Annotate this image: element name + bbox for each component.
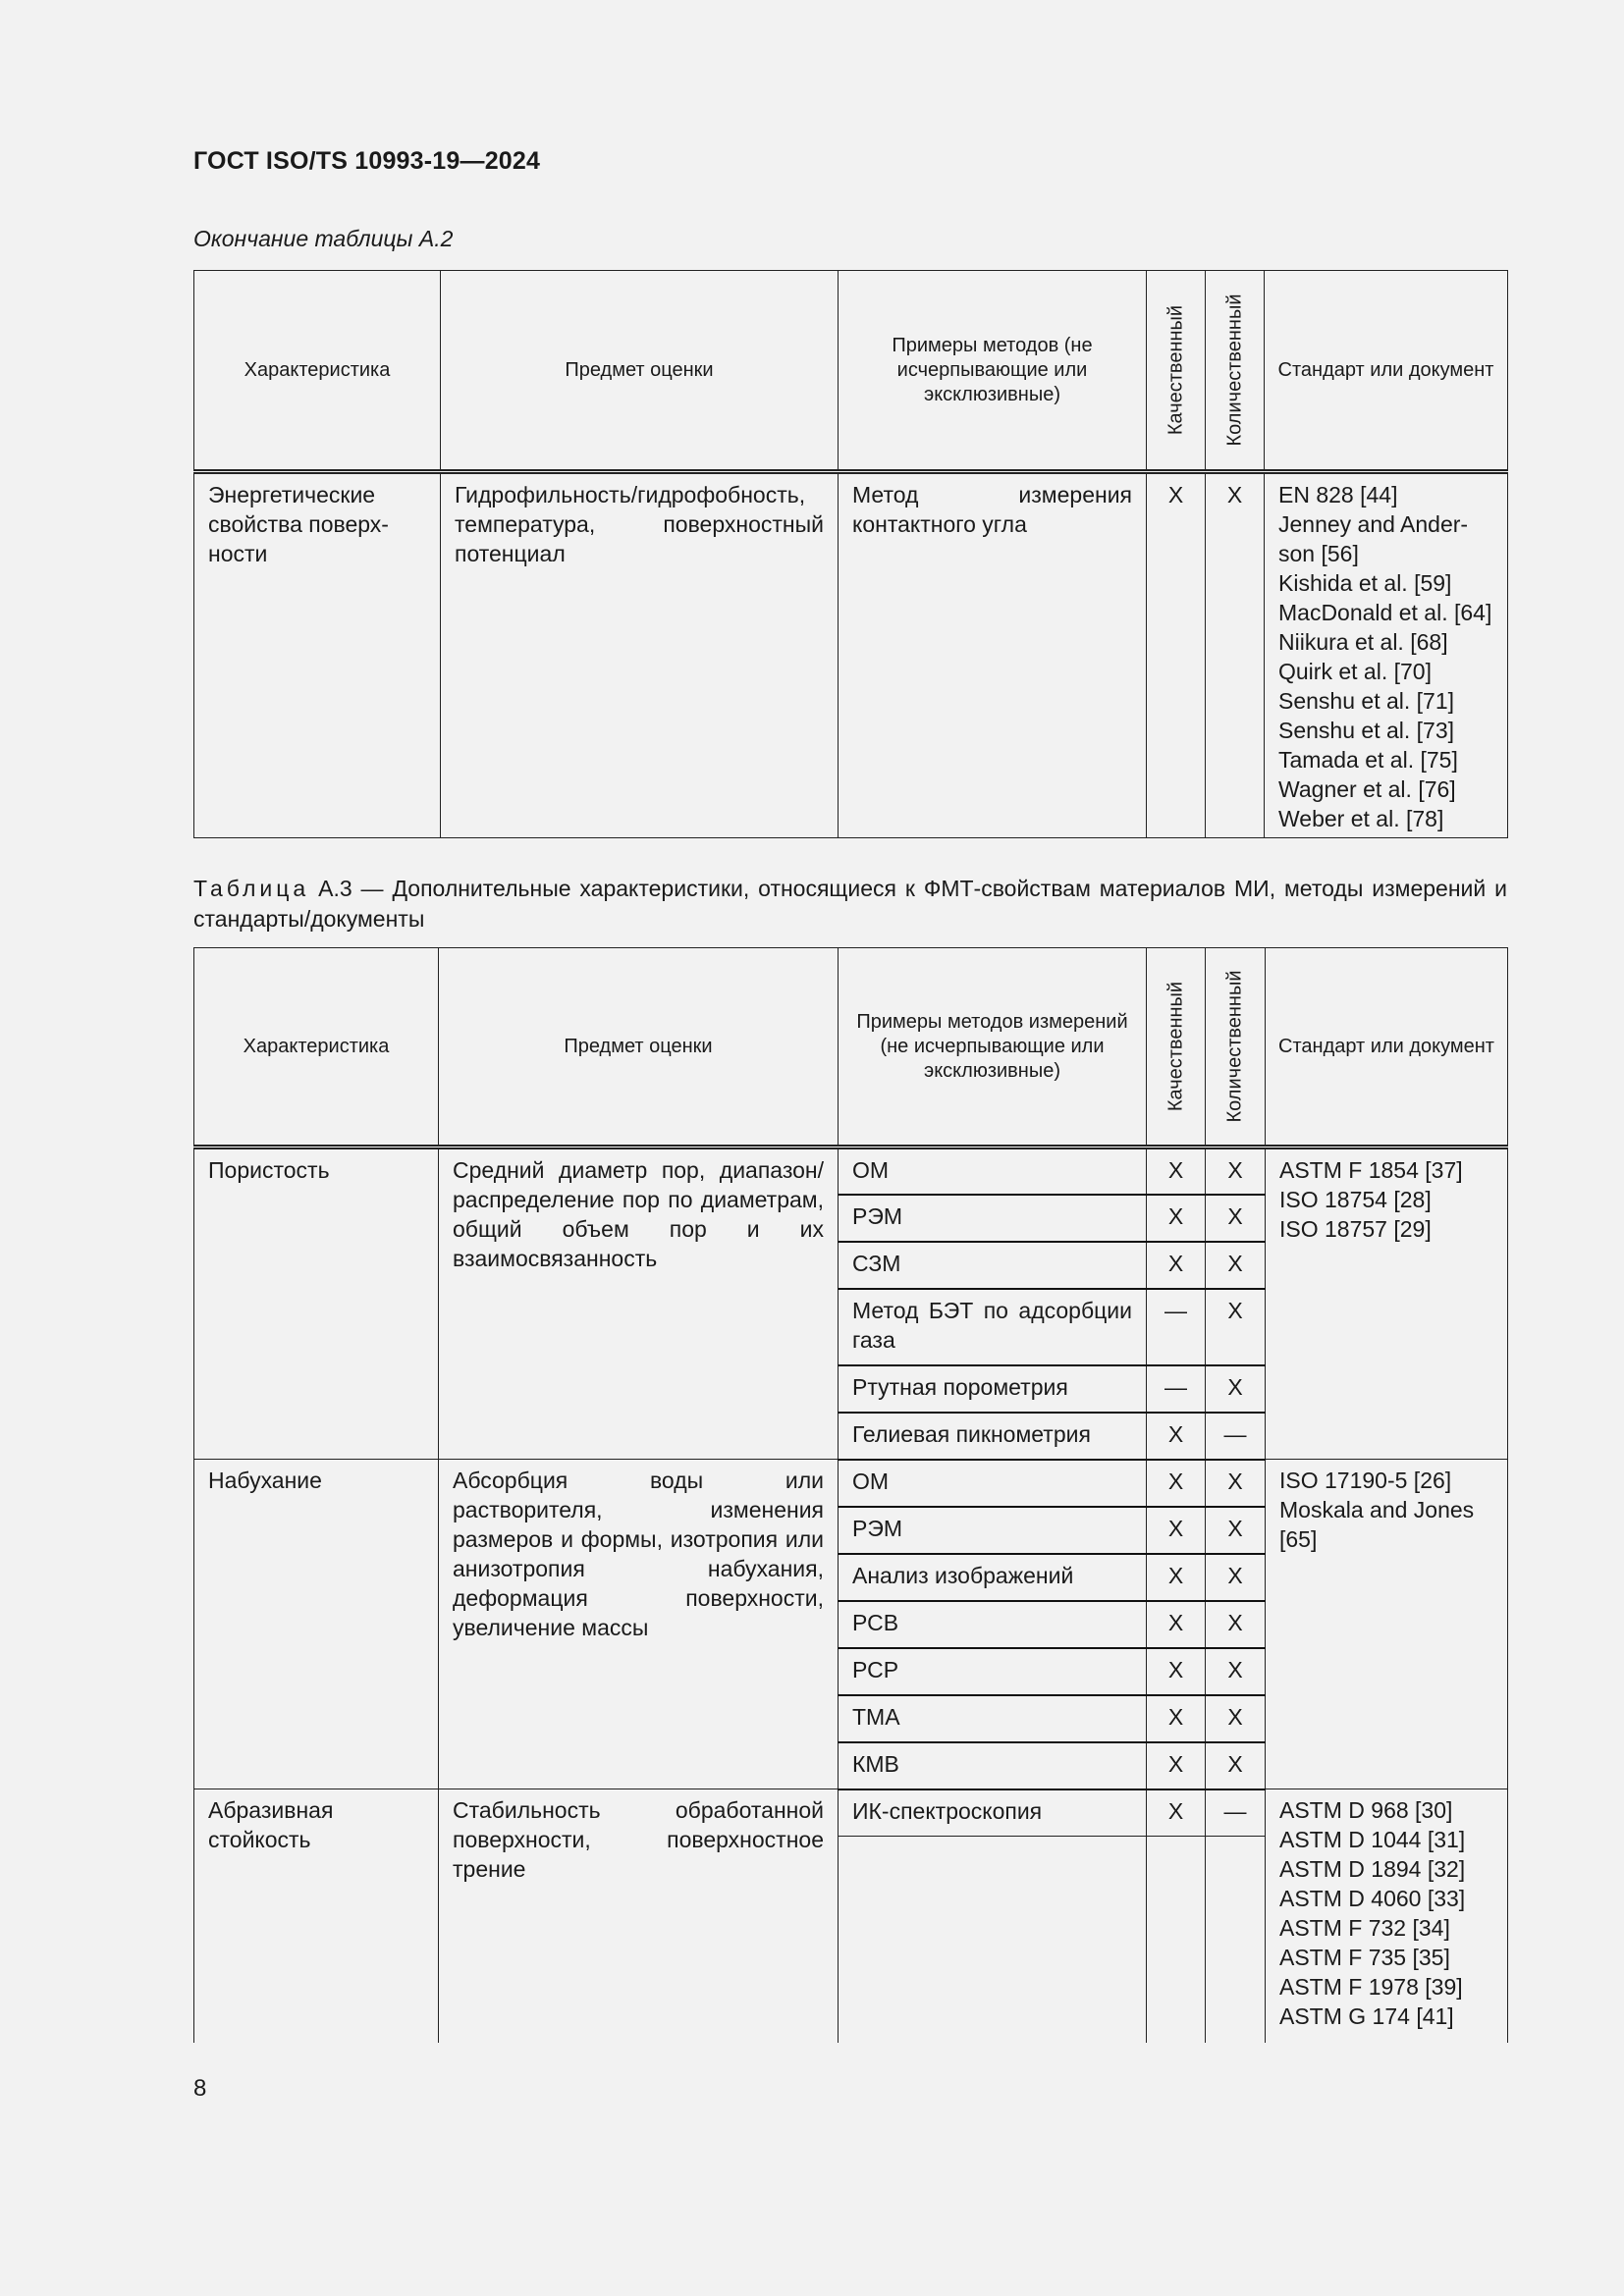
method-cell: Анализ изображений xyxy=(839,1554,1147,1601)
subject-cell: Средний диаметр пор, диапазон/распределение пор по диаметрам, общий объем пор и их взаимосвязанность xyxy=(439,1148,839,1460)
subject-cell: Стабильность обработанной поверхности, поверхностное трение xyxy=(439,1789,839,2043)
table-a3 xyxy=(193,947,1508,2043)
standard-ref: EN 828 [44] xyxy=(1278,482,1398,507)
quantitative-mark: X xyxy=(1206,1601,1266,1648)
qualitative-mark-empty xyxy=(1147,1837,1206,2043)
standard-ref: ASTM F 732 [34] xyxy=(1279,1915,1450,1941)
qualitative-mark: X xyxy=(1147,1742,1206,1789)
quantitative-mark: X xyxy=(1206,1554,1266,1601)
standard-ref: ASTM G 174 [41] xyxy=(1279,2003,1454,2029)
header-subject: Предмет оценки xyxy=(441,271,839,472)
qualitative-mark: X xyxy=(1147,1601,1206,1648)
standard-ref: ISO 18754 [28] xyxy=(1279,1187,1432,1212)
header-qualitative xyxy=(1147,271,1206,472)
method-cell: СЗМ xyxy=(839,1242,1147,1289)
header-qualitative xyxy=(1147,948,1206,1148)
subject-cell: Абсорбция воды или растворителя, изменения размеров и формы, изотропия или анизотропия набухания, деформация поверхности, увеличение массы xyxy=(439,1460,839,1789)
method-cell: Метод БЭТ по адсорбции газа xyxy=(839,1289,1147,1365)
standard-ref: Senshu et al. [73] xyxy=(1278,718,1455,743)
qualitative-mark: X xyxy=(1147,1648,1206,1695)
table-a3-header-row xyxy=(194,948,1508,1148)
subject-cell: Гидрофильность/гидрофобность, температура, поверхностный потенциал xyxy=(441,472,839,838)
standard-ref: Wagner et al. [76] xyxy=(1278,776,1456,802)
method-cell-empty xyxy=(839,1837,1147,2043)
header-characteristic: Характеристика xyxy=(194,271,441,472)
standard-ref: son [56] xyxy=(1278,541,1359,566)
table-row xyxy=(194,1789,1508,1837)
standard-ref: Weber et al. [78] xyxy=(1278,806,1444,831)
qualitative-mark: X xyxy=(1147,1242,1206,1289)
quantitative-mark: X xyxy=(1206,1507,1266,1554)
standard-ref: Quirk et al. [70] xyxy=(1278,659,1432,684)
standard-ref: ASTM D 1044 [31] xyxy=(1279,1827,1466,1852)
header-quantitative xyxy=(1206,948,1266,1148)
standard-ref: ASTM D 1894 [32] xyxy=(1279,1856,1466,1882)
method-cell: ТМА xyxy=(839,1695,1147,1742)
header-quantitative-text: Количественный xyxy=(1223,970,1246,1123)
standards-cell xyxy=(1266,1789,1508,2043)
standard-ref: Jenney and Ander- xyxy=(1278,511,1469,537)
quantitative-mark: X xyxy=(1206,1460,1266,1507)
standard-ref: ASTM D 968 [30] xyxy=(1279,1797,1453,1823)
qualitative-mark: — xyxy=(1147,1365,1206,1413)
standard-ref: Moskala and Jones xyxy=(1279,1497,1475,1522)
table-a2-continuation-caption: Окончание таблицы А.2 xyxy=(193,226,454,251)
header-standard: Стандарт или документ xyxy=(1265,271,1508,472)
qualitative-mark: X xyxy=(1147,1554,1206,1601)
quantitative-mark: X xyxy=(1206,1648,1266,1695)
characteristic-cell: Энергетические свойства поверх-ности xyxy=(194,472,441,838)
standard-ref: ISO 18757 [29] xyxy=(1279,1216,1432,1242)
standards-cell xyxy=(1266,1460,1508,1789)
quantitative-mark: X xyxy=(1206,1742,1266,1789)
characteristic-cell: Пористость xyxy=(194,1148,439,1460)
table-a3-caption-text: А.3 — Дополнительные характеристики, относящиеся к ФМТ-свойствам материалов МИ, методы измерений и стандарты/документы xyxy=(193,876,1507,932)
quantitative-mark: X xyxy=(1206,1242,1266,1289)
method-cell: КМВ xyxy=(839,1742,1147,1789)
qualitative-mark: — xyxy=(1147,1289,1206,1365)
quantitative-mark-empty xyxy=(1206,1837,1266,2043)
table-a2 xyxy=(193,270,1508,838)
method-cell: Метод измерения контактного угла xyxy=(839,472,1147,838)
standards-cell xyxy=(1266,1148,1508,1460)
standards-cell xyxy=(1265,472,1508,838)
method-cell: РЭМ xyxy=(839,1195,1147,1242)
method-cell: Ртутная порометрия xyxy=(839,1365,1147,1413)
qualitative-mark: X xyxy=(1147,1695,1206,1742)
standard-ref: Tamada et al. [75] xyxy=(1278,747,1458,773)
table-row xyxy=(194,472,1508,838)
standard-ref: ASTM D 4060 [33] xyxy=(1279,1886,1466,1911)
qualitative-mark: X xyxy=(1147,1460,1206,1507)
quantitative-mark: — xyxy=(1206,1413,1266,1460)
standard-ref: [65] xyxy=(1279,1526,1318,1552)
header-methods: Примеры методов измерений (не исчерпывающие или эксклюзивные) xyxy=(839,948,1147,1148)
qualitative-mark: X xyxy=(1147,1195,1206,1242)
standard-ref: ASTM F 735 [35] xyxy=(1279,1945,1450,1970)
qualitative-mark: X xyxy=(1147,1789,1206,1837)
characteristic-cell: Абразивная стойкость xyxy=(194,1789,439,2043)
method-cell: Гелиевая пикнометрия xyxy=(839,1413,1147,1460)
quantitative-mark: X xyxy=(1206,1695,1266,1742)
table-row xyxy=(194,1148,1508,1195)
method-cell: РСР xyxy=(839,1648,1147,1695)
characteristic-cell: Набухание xyxy=(194,1460,439,1789)
qualitative-mark: X xyxy=(1147,1413,1206,1460)
standard-ref: ASTM F 1854 [37] xyxy=(1279,1157,1463,1183)
standard-ref: MacDonald et al. [64] xyxy=(1278,600,1492,625)
quantitative-mark: X xyxy=(1206,1365,1266,1413)
quantitative-mark: X xyxy=(1206,472,1265,838)
method-cell: ИК-спектроскопия xyxy=(839,1789,1147,1837)
header-characteristic: Характеристика xyxy=(194,948,439,1148)
standard-ref: ASTM F 1978 [39] xyxy=(1279,1974,1463,2000)
table-row xyxy=(194,1460,1508,1507)
standard-ref: Niikura et al. [68] xyxy=(1278,629,1448,655)
standard-ref: Kishida et al. [59] xyxy=(1278,570,1452,596)
page-number: 8 xyxy=(193,2075,207,2102)
qualitative-mark: X xyxy=(1147,472,1206,838)
table-a2-header-row xyxy=(194,271,1508,472)
header-quantitative xyxy=(1206,271,1265,472)
method-cell: РСВ xyxy=(839,1601,1147,1648)
header-qualitative-text: Качественный xyxy=(1164,304,1186,436)
standard-ref: ISO 17190-5 [26] xyxy=(1279,1468,1452,1493)
method-cell: ОМ xyxy=(839,1460,1147,1507)
header-quantitative-text: Количественный xyxy=(1223,294,1245,447)
header-qualitative-text: Качественный xyxy=(1164,981,1186,1112)
qualitative-mark: X xyxy=(1147,1148,1206,1195)
quantitative-mark: — xyxy=(1206,1789,1266,1837)
table-a3-caption-prefix: Таблица xyxy=(193,876,310,901)
standard-ref: Senshu et al. [71] xyxy=(1278,688,1455,714)
quantitative-mark: X xyxy=(1206,1289,1266,1365)
header-standard: Стандарт или документ xyxy=(1266,948,1508,1148)
method-cell: РЭМ xyxy=(839,1507,1147,1554)
qualitative-mark: X xyxy=(1147,1507,1206,1554)
method-cell: ОМ xyxy=(839,1148,1147,1195)
quantitative-mark: X xyxy=(1206,1148,1266,1195)
quantitative-mark: X xyxy=(1206,1195,1266,1242)
header-subject: Предмет оценки xyxy=(439,948,839,1148)
document-title: ГОСТ ISO/TS 10993-19—2024 xyxy=(193,147,541,175)
table-a3-caption xyxy=(193,874,1507,934)
header-methods: Примеры методов (не исчерпывающие или эксклюзивные) xyxy=(839,271,1147,472)
